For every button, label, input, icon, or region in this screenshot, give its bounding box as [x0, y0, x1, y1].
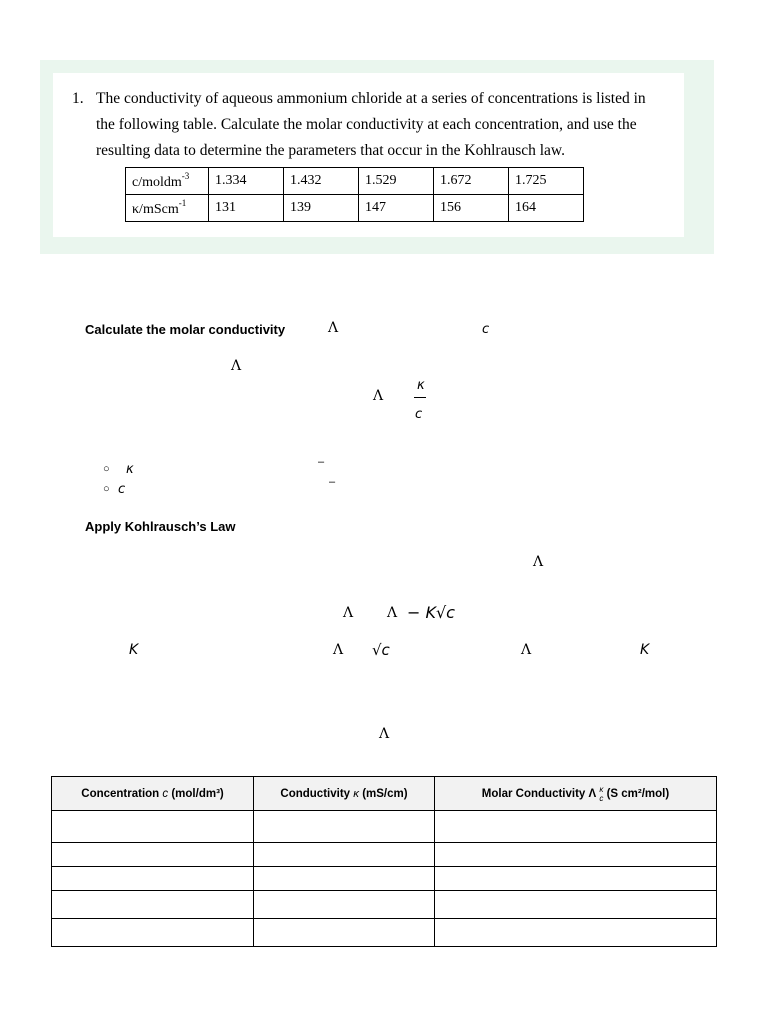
lambda-symbol: Λ — [373, 388, 384, 404]
table-row — [52, 843, 717, 867]
lambda-symbol: Λ — [231, 358, 242, 374]
molar-conductivity-header: Molar Conductivity Λ κ c (S cm²/mol) — [435, 777, 717, 811]
table-row — [52, 919, 717, 947]
lambda-symbol: Λ — [379, 726, 390, 742]
lambda-symbol: Λ — [387, 605, 398, 621]
root-c-symbol: √c — [372, 641, 390, 659]
concentration-row — [126, 168, 584, 195]
concentration-row-label: c/moldm$^{-3}$ — [126, 168, 209, 195]
conductivity-header: Conductivity κ (mS/cm) — [254, 777, 435, 811]
c-symbol: c — [482, 322, 490, 337]
step1-heading: Calculate the molar conductivity — [85, 322, 286, 337]
lambda-symbol: Λ — [333, 642, 344, 658]
dash-mark: – — [318, 456, 325, 468]
kappa-symbol: κ — [417, 378, 425, 393]
answer-header-row — [52, 777, 717, 811]
question-line-3: resulting data to determine the parameters that occur in the Kohlrausch law. — [96, 142, 565, 159]
answer-table — [51, 776, 717, 947]
answer-cell[interactable] — [435, 891, 717, 919]
lambda-symbol: Λ — [343, 605, 354, 621]
table-row — [52, 867, 717, 891]
answer-cell[interactable] — [435, 811, 717, 843]
bullet-icon: ○ — [103, 463, 110, 475]
table-row — [52, 891, 717, 919]
answer-cell[interactable] — [52, 867, 254, 891]
step2-heading: Apply Kohlrausch’s Law — [85, 519, 236, 534]
concentration-cell: 1.334 — [209, 168, 284, 195]
question-number: 1. — [72, 90, 84, 107]
bullet-icon: ○ — [103, 483, 110, 495]
c-symbol: c — [118, 482, 126, 497]
k-symbol: K — [129, 642, 139, 658]
fraction-bar — [414, 397, 426, 398]
answer-cell[interactable] — [52, 919, 254, 947]
answer-cell[interactable] — [435, 843, 717, 867]
answer-cell[interactable] — [254, 919, 435, 947]
question-line-2: the following table. Calculate the molar conductivity at each concentration, and use the — [96, 116, 637, 133]
answer-cell[interactable] — [254, 811, 435, 843]
question-data-table — [125, 167, 584, 222]
conductivity-row-label: κ/mScm$^{-1}$ — [126, 195, 209, 222]
concentration-cell: 1.672 — [434, 168, 509, 195]
lambda-symbol: Λ — [533, 554, 544, 570]
answer-cell[interactable] — [52, 811, 254, 843]
concentration-cell: 1.529 — [359, 168, 434, 195]
answer-cell[interactable] — [254, 843, 435, 867]
answer-cell[interactable] — [435, 867, 717, 891]
kappa-symbol: κ — [126, 462, 134, 477]
question-line-1: The conductivity of aqueous ammonium chloride at a series of concentrations is listed in — [96, 90, 646, 107]
dash-mark: – — [329, 476, 336, 488]
lambda-symbol: Λ — [521, 642, 532, 658]
concentration-cell: 1.432 — [284, 168, 359, 195]
k-symbol: K — [640, 642, 650, 658]
conductivity-cell: 131 — [209, 195, 284, 222]
conductivity-cell: 164 — [509, 195, 584, 222]
conductivity-cell: 156 — [434, 195, 509, 222]
answer-cell[interactable] — [435, 919, 717, 947]
conductivity-row — [126, 195, 584, 222]
answer-cell[interactable] — [254, 867, 435, 891]
lambda-symbol: Λ — [328, 320, 339, 336]
table-row — [52, 811, 717, 843]
answer-cell[interactable] — [52, 891, 254, 919]
kohlrausch-term: − K√c — [407, 603, 455, 622]
concentration-cell: 1.725 — [509, 168, 584, 195]
answer-cell[interactable] — [52, 843, 254, 867]
conductivity-cell: 139 — [284, 195, 359, 222]
c-symbol: c — [415, 407, 423, 422]
concentration-header: Concentration c (mol/dm³) — [52, 777, 254, 811]
conductivity-cell: 147 — [359, 195, 434, 222]
answer-cell[interactable] — [254, 891, 435, 919]
